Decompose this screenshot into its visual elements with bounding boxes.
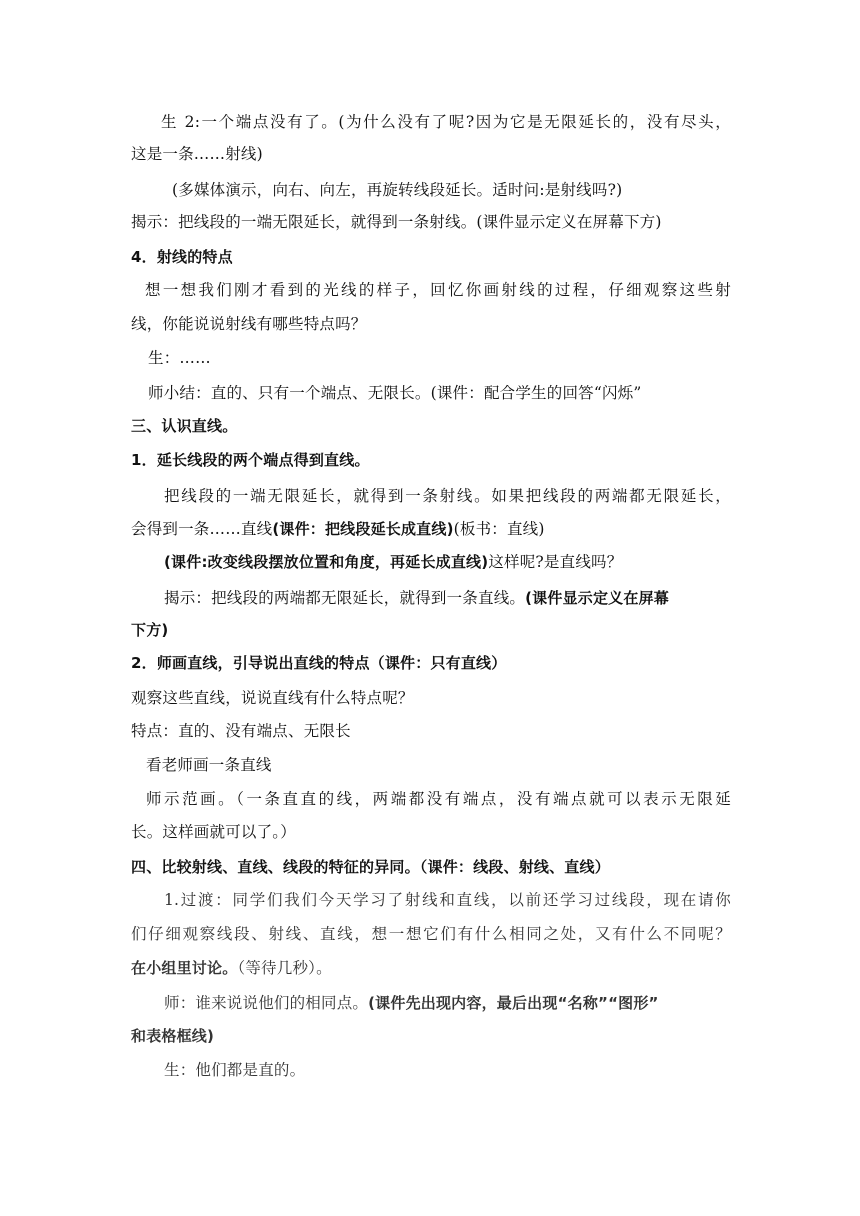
text-line: 看老师画一条直线 bbox=[146, 756, 272, 774]
text-line: (多媒体演示，向右、向左，再旋转线段延长。适时问:是射线吗?) bbox=[172, 181, 623, 199]
text-line: 长。这样画就可以了。） bbox=[131, 823, 296, 841]
text-line: 下方) bbox=[131, 621, 169, 639]
section-heading: 四、比较射线、直线、线段的特征的异同。（课件：线段、射线、直线） bbox=[131, 858, 610, 876]
section-heading: 1．延长线段的两个端点得到直线。 bbox=[131, 451, 370, 469]
text-line: 把线段的一端无限延长，就得到一条射线。如果把线段的两端都无限延长， bbox=[164, 487, 731, 505]
text-line: 这是一条……射线) bbox=[131, 145, 263, 163]
section-heading: 三、认识直线。 bbox=[131, 417, 238, 435]
text-line: (课件:改变线段摆放位置和角度，再延长成直线)这样呢?是直线吗？ bbox=[164, 553, 623, 571]
text-line: 特点：直的、没有端点、无限长 bbox=[131, 722, 351, 740]
text-line: 会得到一条……直线(课件：把线段延长成直线)(板书：直线) bbox=[131, 520, 545, 538]
text-line: 生：他们都是直的。 bbox=[164, 1061, 306, 1079]
text-line: 师示范画。（一条直直的线，两端都没有端点，没有端点就可以表示无限延 bbox=[146, 790, 731, 808]
section-heading: 2．师画直线，引导说出直线的特点（课件：只有直线） bbox=[131, 654, 507, 672]
text-line: 们仔细观察线段、射线、直线，想一想它们有什么相同之处，又有什么不同呢？ bbox=[131, 925, 731, 943]
text-line: 1.过渡：同学们我们今天学习了射线和直线，以前还学习过线段，现在请你 bbox=[164, 891, 731, 909]
text-line: 想一想我们刚才看到的光线的样子，回忆你画射线的过程，仔细观察这些射 bbox=[145, 281, 731, 299]
text-line: 生：…… bbox=[148, 349, 211, 367]
text-line: 观察这些直线，说说直线有什么特点呢？ bbox=[131, 689, 414, 707]
text-line: 生 2:一个端点没有了。(为什么没有了呢?因为它是无限延长的，没有尽头， bbox=[161, 113, 731, 131]
text-line: 揭示：把线段的两端都无限延长，就得到一条直线。(课件显示定义在屏幕 bbox=[164, 589, 669, 607]
text-line: 师小结：直的、只有一个端点、无限长。(课件：配合学生的回答“闪烁” bbox=[148, 384, 642, 402]
text-line: 揭示：把线段的一端无限延长，就得到一条射线。(课件显示定义在屏幕下方) bbox=[131, 213, 662, 231]
text-line: 师：谁来说说他们的相同点。(课件先出现内容，最后出现“名称”“图形” bbox=[164, 994, 659, 1012]
section-heading: 4．射线的特点 bbox=[131, 248, 233, 266]
text-line: 线，你能说说射线有哪些特点吗？ bbox=[131, 315, 367, 333]
text-line: 和表格框线) bbox=[131, 1027, 215, 1045]
text-line: 在小组里讨论。（等待几秒）。 bbox=[131, 959, 332, 977]
